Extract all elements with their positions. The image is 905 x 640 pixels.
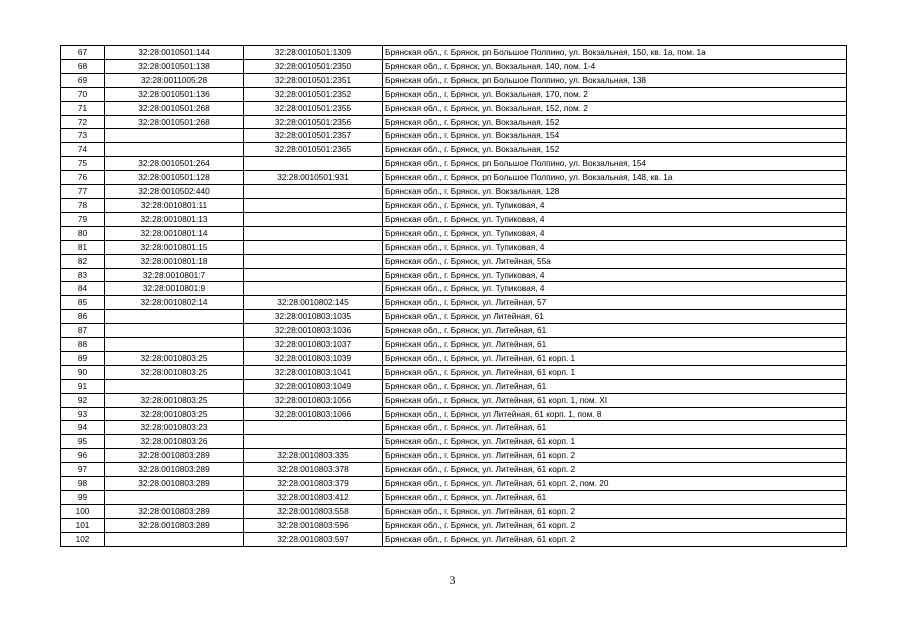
cadastral-number-parcel: 32:28:0010801:7 [105,268,244,282]
table-row [61,449,847,463]
cadastral-number-parcel: 32:28:0010501:136 [105,87,244,101]
row-number: 81 [61,240,105,254]
table-row [61,477,847,491]
address-cell: Брянская обл., г. Брянск, ул. Вокзальная, 140, пом. 1-4 [383,59,847,73]
table-row [61,435,847,449]
table-row [61,282,847,296]
table-row [61,226,847,240]
address-cell: Брянская обл., г. Брянск, ул. Литейная, 61 корп. 2 [383,449,847,463]
cadastral-number-parcel: 32:28:0010803:25 [105,407,244,421]
address-cell: Брянская обл., г. Брянск, ул. Литейная, 61 корп. 1 [383,365,847,379]
cadastral-number-parcel: 32:28:0010803:23 [105,421,244,435]
cadastral-number-parcel: 32:28:0010803:289 [105,463,244,477]
table-row [61,324,847,338]
cadastral-number-parcel: 32:28:0010801:15 [105,240,244,254]
table-row [61,115,847,129]
table-row [61,518,847,532]
address-cell: Брянская обл., г. Брянск, ул. Тупиковая, 4 [383,212,847,226]
table-row [61,379,847,393]
address-cell: Брянская обл., г. Брянск, ул. Литейная, 55а [383,254,847,268]
address-cell: Брянская обл., г. Брянск, ул. Литейная, 61 корп. 2 [383,518,847,532]
cadastral-number-object: 32:28:0010803:1049 [244,379,383,393]
row-number: 76 [61,171,105,185]
table-row [61,46,847,60]
cadastral-number-object [244,240,383,254]
row-number: 98 [61,477,105,491]
address-cell: Брянская обл., г. Брянск, ул. Тупиковая, 4 [383,226,847,240]
cadastral-number-parcel: 32:28:0010801:14 [105,226,244,240]
cadastral-number-parcel: 32:28:0010501:144 [105,46,244,60]
row-number: 79 [61,212,105,226]
row-number: 82 [61,254,105,268]
address-cell: Брянская обл., г. Брянск, ул Литейная, 61 корп. 1, пом. 8 [383,407,847,421]
row-number: 71 [61,101,105,115]
cadastral-number-parcel [105,129,244,143]
cadastral-number-object: 32:28:0010803:1039 [244,351,383,365]
cadastral-number-object [244,268,383,282]
address-cell: Брянская обл., г. Брянск, ул. Литейная, 61 корп. 1, пом. XI [383,393,847,407]
cadastral-number-parcel: 32:28:0010803:289 [105,518,244,532]
cadastral-number-parcel: 32:28:0010501:268 [105,115,244,129]
row-number: 100 [61,504,105,518]
cadastral-number-parcel: 32:28:0010801:13 [105,212,244,226]
cadastral-number-object: 32:28:0010803:1066 [244,407,383,421]
table-row [61,212,847,226]
cadastral-number-parcel: 32:28:0011005:28 [105,73,244,87]
cadastral-number-object: 32:28:0010501:2355 [244,101,383,115]
row-number: 80 [61,226,105,240]
row-number: 83 [61,268,105,282]
cadastral-number-object: 32:28:0010501:1309 [244,46,383,60]
table-row [61,504,847,518]
cadastral-number-parcel: 32:28:0010501:128 [105,171,244,185]
address-cell: Брянская обл., г. Брянск, ул. Вокзальная, 170, пом. 2 [383,87,847,101]
address-cell: Брянская обл., г. Брянск, ул. Литейная, 61 [383,338,847,352]
table-row [61,87,847,101]
cadastral-number-parcel [105,532,244,546]
address-cell: Брянская обл., г. Брянск, рп Большое Полпино, ул. Вокзальная, 148, кв. 1а [383,171,847,185]
table-row [61,254,847,268]
row-number: 75 [61,157,105,171]
row-number: 84 [61,282,105,296]
cadastral-number-object: 32:28:0010803:1056 [244,393,383,407]
table-row [61,338,847,352]
cadastral-number-parcel: 32:28:0010501:264 [105,157,244,171]
table-row [61,101,847,115]
row-number: 94 [61,421,105,435]
address-cell: Брянская обл., г. Брянск, ул. Вокзальная, 152 [383,115,847,129]
cadastral-number-object: 32:28:0010501:2352 [244,87,383,101]
row-number: 87 [61,324,105,338]
table-row [61,365,847,379]
row-number: 69 [61,73,105,87]
address-cell: Брянская обл., г. Брянск, рп Большое Полпино, ул. Вокзальная, 138 [383,73,847,87]
table-row [61,310,847,324]
cadastral-number-object: 32:28:0010501:931 [244,171,383,185]
table-row [61,268,847,282]
page-number: 3 [449,573,456,587]
cadastral-number-object [244,212,383,226]
cadastral-number-parcel [105,338,244,352]
cadastral-number-parcel: 32:28:0010803:25 [105,365,244,379]
row-number: 96 [61,449,105,463]
cadastral-number-object [244,198,383,212]
address-cell: Брянская обл., г. Брянск, ул. Тупиковая, 4 [383,268,847,282]
cadastral-number-object: 32:28:0010803:558 [244,504,383,518]
address-cell: Брянская обл., г. Брянск, рп Большое Полпино, ул. Вокзальная, 150, кв. 1а, пом. 1а [383,46,847,60]
cadastral-number-parcel [105,379,244,393]
cadastral-number-parcel [105,324,244,338]
cadastral-number-object: 32:28:0010803:335 [244,449,383,463]
table-row [61,393,847,407]
cadastral-number-object [244,157,383,171]
table-body [61,46,847,547]
cadastral-number-parcel: 32:28:0010803:289 [105,449,244,463]
row-number: 89 [61,351,105,365]
cadastral-number-object: 32:28:0010803:1035 [244,310,383,324]
row-number: 90 [61,365,105,379]
cadastral-number-parcel: 32:28:0010803:289 [105,504,244,518]
table-row [61,296,847,310]
cadastral-number-parcel [105,310,244,324]
row-number: 77 [61,185,105,199]
table-row [61,171,847,185]
cadastral-number-parcel: 32:28:0010803:26 [105,435,244,449]
cadastral-number-parcel: 32:28:0010801:18 [105,254,244,268]
cadastral-number-object: 32:28:0010803:412 [244,491,383,505]
address-cell: Брянская обл., г. Брянск, ул. Тупиковая, 4 [383,282,847,296]
row-number: 93 [61,407,105,421]
address-cell: Брянская обл., г. Брянск, ул. Вокзальная, 154 [383,129,847,143]
cadastral-number-parcel: 32:28:0010803:25 [105,393,244,407]
row-number: 67 [61,46,105,60]
address-cell: Брянская обл., г. Брянск, ул. Вокзальная, 152 [383,143,847,157]
row-number: 70 [61,87,105,101]
row-number: 101 [61,518,105,532]
cadastral-number-object [244,226,383,240]
cadastral-number-object: 32:28:0010501:2350 [244,59,383,73]
address-cell: Брянская обл., г. Брянск, ул. Литейная, 61 корп. 1 [383,435,847,449]
cadastral-number-object: 32:28:0010501:2356 [244,115,383,129]
row-number: 99 [61,491,105,505]
address-cell: Брянская обл., г. Брянск, ул. Тупиковая, 4 [383,240,847,254]
cadastral-number-parcel: 32:28:0010801:11 [105,198,244,212]
cadastral-number-object: 32:28:0010803:596 [244,518,383,532]
row-number: 73 [61,129,105,143]
cadastral-number-parcel: 32:28:0010803:289 [105,477,244,491]
cadastral-number-object: 32:28:0010802:145 [244,296,383,310]
table-row [61,185,847,199]
row-number: 91 [61,379,105,393]
row-number: 85 [61,296,105,310]
address-cell: Брянская обл., г. Брянск, ул. Литейная, 61 [383,379,847,393]
cadastral-number-object: 32:28:0010501:2357 [244,129,383,143]
table-row [61,73,847,87]
table-row [61,129,847,143]
table-row [61,421,847,435]
cadastral-number-parcel: 32:28:0010501:268 [105,101,244,115]
cadastral-number-parcel: 32:28:0010502:440 [105,185,244,199]
cadastral-number-object [244,435,383,449]
cadastral-number-object: 32:28:0010501:2365 [244,143,383,157]
table-row [61,407,847,421]
row-number: 97 [61,463,105,477]
row-number: 86 [61,310,105,324]
cadastral-number-object: 32:28:0010803:379 [244,477,383,491]
address-cell: Брянская обл., г. Брянск, ул. Литейная, 61 [383,324,847,338]
address-cell: Брянская обл., г. Брянск, ул. Литейная, 61 корп. 2 [383,504,847,518]
cadastral-number-parcel: 32:28:0010801:9 [105,282,244,296]
address-cell: Брянская обл., г. Брянск, ул. Вокзальная, 128 [383,185,847,199]
table-row [61,198,847,212]
address-cell: Брянская обл., г. Брянск, ул. Литейная, 61 корп. 2 [383,532,847,546]
row-number: 92 [61,393,105,407]
table-row [61,157,847,171]
cadastral-number-object [244,421,383,435]
row-number: 78 [61,198,105,212]
address-cell: Брянская обл., г. Брянск, ул. Литейная, 61 корп. 2 [383,463,847,477]
address-cell: Брянская обл., г. Брянск, ул. Литейная, 61 [383,421,847,435]
address-cell: Брянская обл., г. Брянск, ул. Литейная, 57 [383,296,847,310]
address-cell: Брянская обл., г. Брянск, ул. Вокзальная, 152, пом. 2 [383,101,847,115]
address-cell: Брянская обл., г. Брянск, ул. Литейная, 61 корп. 2, пом. 20 [383,477,847,491]
land-parcel-table [60,45,847,547]
row-number: 68 [61,59,105,73]
table-row [61,59,847,73]
table-row [61,532,847,546]
table-row [61,240,847,254]
address-cell: Брянская обл., г. Брянск, рп Большое Полпино, ул. Вокзальная, 154 [383,157,847,171]
row-number: 102 [61,532,105,546]
address-cell: Брянская обл., г. Брянск, ул. Литейная, 61 корп. 1 [383,351,847,365]
table-row [61,463,847,477]
address-cell: Брянская обл., г. Брянск, ул Литейная, 61 [383,310,847,324]
row-number: 95 [61,435,105,449]
table-row [61,491,847,505]
address-cell: Брянская обл., г. Брянск, ул. Тупиковая, 4 [383,198,847,212]
cadastral-number-parcel [105,143,244,157]
cadastral-number-object: 32:28:0010803:1036 [244,324,383,338]
row-number: 72 [61,115,105,129]
cadastral-number-parcel: 32:28:0010802:14 [105,296,244,310]
address-cell: Брянская обл., г. Брянск, ул. Литейная, 61 [383,491,847,505]
cadastral-number-object: 32:28:0010501:2351 [244,73,383,87]
cadastral-number-parcel: 32:28:0010803:25 [105,351,244,365]
row-number: 74 [61,143,105,157]
cadastral-number-object: 32:28:0010803:597 [244,532,383,546]
cadastral-number-parcel: 32:28:0010501:138 [105,59,244,73]
table-row [61,351,847,365]
table-row [61,143,847,157]
cadastral-number-object [244,185,383,199]
cadastral-number-object: 32:28:0010803:1041 [244,365,383,379]
cadastral-number-object: 32:28:0010803:378 [244,463,383,477]
cadastral-number-object [244,254,383,268]
row-number: 88 [61,338,105,352]
cadastral-number-parcel [105,491,244,505]
cadastral-number-object: 32:28:0010803:1037 [244,338,383,352]
cadastral-number-object [244,282,383,296]
